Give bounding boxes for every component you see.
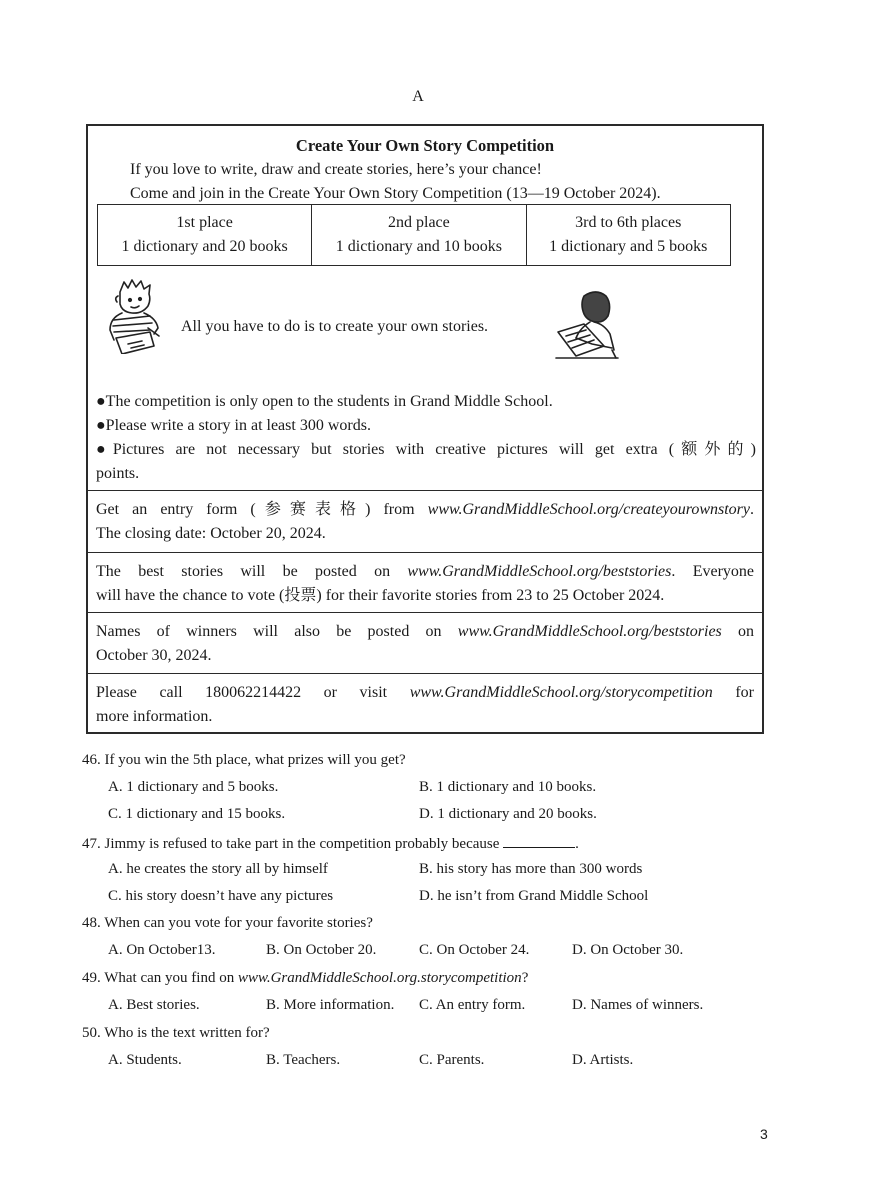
question-47-stem (82, 833, 579, 853)
entry-line-1 (96, 498, 754, 522)
boy-writing-illustration (104, 276, 166, 354)
contact-section (88, 673, 762, 732)
q50-option-b[interactable]: B. Teachers. (266, 1052, 341, 1068)
q49-stem-end: ? (521, 970, 529, 986)
intro-line-2: Come and join in the Create Your Own Story Competition (13—19 October 2024). (130, 185, 661, 202)
entry-text-end: . (750, 501, 754, 518)
rule-item: ●Please write a story in at least 300 words. (96, 417, 371, 434)
q49-option-a[interactable]: A. Best stories. (108, 997, 200, 1013)
q49-option-d[interactable]: D. Names of winners. (572, 997, 704, 1013)
q49-option-b[interactable]: B. More information. (266, 997, 395, 1013)
prize-desc: 1 dictionary and 10 books (335, 238, 502, 255)
prize-place: 2nd place (388, 214, 450, 231)
prize-cell-3rd-6th (526, 205, 731, 266)
q50-option-a[interactable]: A. Students. (108, 1052, 182, 1068)
best-stories-url-link[interactable]: www.GrandMiddleSchool.org/beststories (407, 563, 672, 580)
q48-option-c[interactable]: C. On October 24. (419, 942, 530, 958)
winners-text: Names of winners will also be posted on (96, 623, 458, 640)
entry-text: Get an entry form (参赛表格) from (96, 501, 428, 518)
question-50-stem: 50. Who is the text written for? (82, 1025, 270, 1041)
best-line-1 (96, 560, 754, 584)
prize-desc: 1 dictionary and 5 books (549, 238, 708, 255)
notice-title: Create Your Own Story Competition (295, 136, 555, 155)
rule-item: ●Pictures are not necessary but stories with creative pictures will get extra (额外的) (96, 441, 756, 458)
vote-info: will have the chance to vote (投票) for their favorite stories from 23 to 25 October 2024. (96, 587, 665, 604)
q47-option-d[interactable]: D. he isn’t from Grand Middle School (419, 888, 649, 904)
notice-main (88, 126, 762, 492)
contact-more-info: more information. (96, 708, 213, 725)
best-text-end: . Everyone (671, 563, 754, 580)
question-48-stem: 48. When can you vote for your favorite stories? (82, 915, 373, 931)
prize-table (97, 204, 731, 266)
winners-text-end: on (721, 623, 755, 640)
q50-option-c[interactable]: C. Parents. (419, 1052, 485, 1068)
q49-option-c[interactable]: C. An entry form. (419, 997, 526, 1013)
contact-url-link[interactable]: www.GrandMiddleSchool.org/storycompetition (409, 684, 713, 701)
section-letter: A (412, 88, 424, 105)
prize-cell-2nd (312, 205, 526, 266)
q47-stem-end: . (575, 836, 579, 852)
prize-place: 1st place (176, 214, 233, 231)
winners-url-link[interactable]: www.GrandMiddleSchool.org/beststories (457, 623, 722, 640)
instruction-line: All you have to do is to create your own stories. (181, 318, 489, 335)
winners-date: October 30, 2024. (96, 647, 212, 664)
prize-place: 3rd to 6th places (575, 214, 682, 231)
winners-line-1 (96, 620, 754, 644)
best-stories-section (88, 552, 762, 612)
q46-option-b[interactable]: B. 1 dictionary and 10 books. (419, 779, 597, 795)
q47-option-c[interactable]: C. his story doesn’t have any pictures (108, 888, 334, 904)
q48-option-b[interactable]: B. On October 20. (266, 942, 377, 958)
contact-line-1 (96, 681, 754, 705)
q46-option-d[interactable]: D. 1 dictionary and 20 books. (419, 806, 597, 822)
answer-blank (503, 833, 575, 848)
q50-option-d[interactable]: D. Artists. (572, 1052, 634, 1068)
rule-item-continued: points. (96, 465, 140, 482)
closing-date: The closing date: October 20, 2024. (96, 525, 326, 542)
entry-url-link[interactable]: www.GrandMiddleSchool.org/createyourownstory (427, 501, 750, 518)
question-46-stem: 46. If you win the 5th place, what prizes will you get? (82, 752, 406, 768)
girl-drawing-illustration (554, 288, 624, 360)
question-49-stem (82, 970, 528, 987)
q47-option-a[interactable]: A. he creates the story all by himself (108, 861, 328, 877)
q46-option-c[interactable]: C. 1 dictionary and 15 books. (108, 806, 286, 822)
q46-option-a[interactable]: A. 1 dictionary and 5 books. (108, 779, 279, 795)
contact-text: Please call 180062214422 or visit (96, 684, 410, 701)
prize-cell-1st (98, 205, 312, 266)
intro-line-1: If you love to write, draw and create stories, here’s your chance! (130, 161, 542, 178)
winners-section (88, 612, 762, 673)
q48-option-d[interactable]: D. On October 30. (572, 942, 684, 958)
q47-option-b[interactable]: B. his story has more than 300 words (419, 861, 643, 877)
q49-stem-text: 49. What can you find on (82, 970, 238, 986)
q49-stem-url: www.GrandMiddleSchool.org.storycompetition (237, 970, 522, 986)
contact-text-end: for (712, 684, 755, 701)
q47-stem-text: 47. Jimmy is refused to take part in the competition probably because (82, 836, 504, 852)
page-number: 3 (760, 1126, 768, 1142)
rules-list (96, 390, 756, 486)
rule-item: ●The competition is only open to the students in Grand Middle School. (96, 393, 553, 410)
prize-desc: 1 dictionary and 20 books (121, 238, 288, 255)
best-text: The best stories will be posted on (96, 563, 408, 580)
competition-notice (86, 124, 764, 734)
entry-form-section (88, 490, 762, 552)
q48-option-a[interactable]: A. On October13. (108, 942, 216, 958)
